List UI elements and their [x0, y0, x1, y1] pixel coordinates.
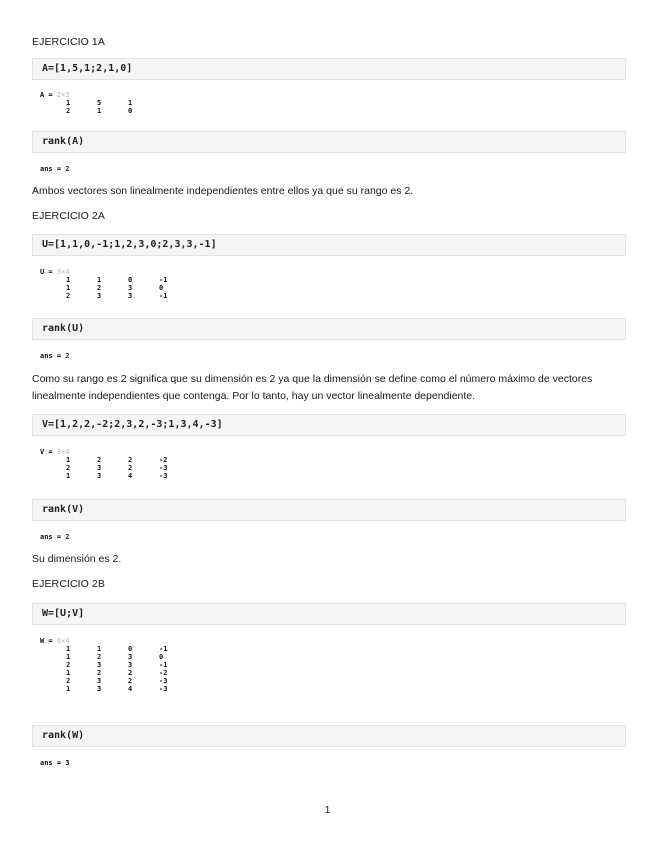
matrix-row	[66, 276, 190, 284]
matrix-a	[66, 99, 159, 115]
matrix-cell: 3	[128, 653, 133, 661]
matrix-cell: -1	[159, 645, 168, 653]
matrix-cell: 4	[128, 685, 133, 693]
matrix-row	[66, 653, 190, 661]
code-cell-rank-a[interactable]: rank(A)	[32, 131, 626, 153]
matrix-cell: -2	[159, 669, 168, 677]
matrix-cell: 1	[66, 276, 71, 284]
matrix-cell: 0	[159, 653, 164, 661]
matrix-cell: 2	[66, 107, 71, 115]
output-var-name: V =	[40, 448, 53, 456]
matrix-cell: 2	[128, 677, 133, 685]
matrix-cell: 3	[97, 677, 102, 685]
matrix-cell: 1	[66, 99, 71, 107]
matrix-row	[66, 464, 190, 472]
matrix-cell: 0	[128, 276, 133, 284]
matrix-row	[66, 107, 159, 115]
output-dims: 6×4	[56, 637, 70, 645]
matrix-row	[66, 99, 159, 107]
output-ans-rank-v: ans = 2	[40, 533, 70, 541]
matrix-cell: 3	[97, 464, 102, 472]
matrix-cell: 1	[97, 276, 102, 284]
matrix-cell: 1	[66, 669, 71, 677]
matrix-cell: 1	[97, 107, 102, 115]
output-dims: 3×4	[56, 268, 70, 276]
matrix-row	[66, 292, 190, 300]
matrix-cell: 2	[97, 456, 102, 464]
matrix-cell: 0	[159, 284, 164, 292]
matrix-cell: 5	[97, 99, 102, 107]
output-ans-rank-u: ans = 2	[40, 352, 70, 360]
matrix-cell: 2	[128, 464, 133, 472]
matrix-cell: 1	[97, 645, 102, 653]
matrix-cell: 3	[128, 661, 133, 669]
output-dims: 3×4	[56, 448, 70, 456]
matrix-cell: 1	[66, 456, 71, 464]
page-number: 1	[324, 805, 331, 816]
matrix-cell: 3	[128, 292, 133, 300]
matrix-cell: 4	[128, 472, 133, 480]
matrix-cell: 2	[128, 456, 133, 464]
heading-ejercicio-2b: EJERCICIO 2B	[32, 578, 105, 590]
matrix-cell: 3	[97, 472, 102, 480]
matrix-cell: 3	[128, 284, 133, 292]
output-ans-rank-w: ans = 3	[40, 759, 70, 767]
matrix-u	[66, 276, 190, 300]
paragraph-explanation-2a: Como su rango es 2 significa que su dimensión es 2 ya que la dimensión se define como el número máximo de vectores linealmente independientes que contenga. Por lo tanto, hay un vector linealmente dependiente.	[32, 373, 593, 402]
code-cell-define-v[interactable]: V=[1,2,2,-2;2,3,2,-3;1,3,4,-3]	[32, 414, 626, 436]
matrix-row	[66, 661, 190, 669]
matrix-cell: 1	[128, 99, 133, 107]
matrix-cell: 3	[97, 685, 102, 693]
code-cell-rank-w[interactable]: rank(W)	[32, 725, 626, 747]
matrix-cell: 1	[66, 685, 71, 693]
matrix-cell: -1	[159, 661, 168, 669]
matrix-cell: 2	[66, 677, 71, 685]
heading-ejercicio-2a: EJERCICIO 2A	[32, 210, 105, 222]
matrix-cell: 2	[97, 653, 102, 661]
matrix-cell: -3	[159, 677, 168, 685]
code-cell-define-a[interactable]: A=[1,5,1;2,1,0]	[32, 58, 626, 80]
output-u-label	[40, 268, 70, 276]
matrix-cell: 1	[66, 284, 71, 292]
matrix-cell: -3	[159, 685, 168, 693]
matrix-row	[66, 685, 190, 693]
code-cell-define-u[interactable]: U=[1,1,0,-1;1,2,3,0;2,3,3,-1]	[32, 234, 626, 256]
output-w-label	[40, 637, 70, 645]
matrix-cell: -1	[159, 276, 168, 284]
matrix-cell: 1	[66, 645, 71, 653]
matrix-row	[66, 669, 190, 677]
matrix-cell: 2	[128, 669, 133, 677]
output-var-name: A =	[40, 91, 53, 99]
code-cell-rank-v[interactable]: rank(V)	[32, 499, 626, 521]
output-ans-rank-a: ans = 2	[40, 165, 70, 173]
paragraph-dimension-v: Su dimensión es 2.	[32, 553, 122, 565]
matrix-row	[66, 677, 190, 685]
output-a-label	[40, 91, 70, 99]
matrix-cell: 2	[97, 669, 102, 677]
matrix-cell: 3	[97, 661, 102, 669]
output-var-name: W =	[40, 637, 53, 645]
paragraph-conclusion-1a: Ambos vectores son linealmente independientes entre ellos ya que su rango es 2.	[32, 185, 414, 197]
matrix-w	[66, 645, 190, 693]
matrix-row	[66, 472, 190, 480]
matrix-row	[66, 645, 190, 653]
matrix-cell: -3	[159, 464, 168, 472]
heading-ejercicio-1a: EJERCICIO 1A	[32, 36, 105, 48]
code-cell-rank-u[interactable]: rank(U)	[32, 318, 626, 340]
matrix-cell: 0	[128, 645, 133, 653]
output-dims: 2×3	[56, 91, 70, 99]
output-v-label	[40, 448, 70, 456]
matrix-row	[66, 456, 190, 464]
matrix-cell: 2	[66, 661, 71, 669]
matrix-cell: 2	[97, 284, 102, 292]
matrix-cell: -2	[159, 456, 168, 464]
matrix-cell: 1	[66, 653, 71, 661]
matrix-cell: 2	[66, 464, 71, 472]
matrix-cell: 0	[128, 107, 133, 115]
matrix-cell: -3	[159, 472, 168, 480]
matrix-cell: -1	[159, 292, 168, 300]
matrix-v	[66, 456, 190, 480]
matrix-cell: 2	[66, 292, 71, 300]
output-var-name: U =	[40, 268, 53, 276]
matrix-cell: 3	[97, 292, 102, 300]
matrix-row	[66, 284, 190, 292]
code-cell-define-w[interactable]: W=[U;V]	[32, 603, 626, 625]
matrix-cell: 1	[66, 472, 71, 480]
